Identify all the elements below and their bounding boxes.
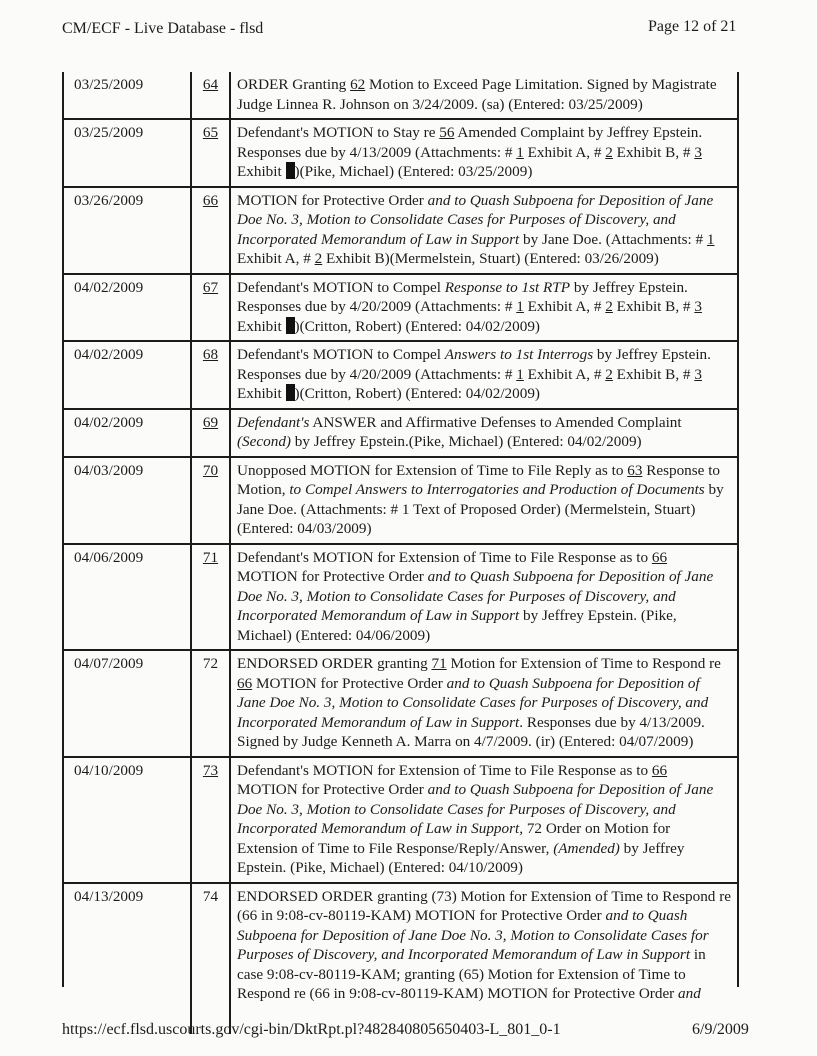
redaction-mark (286, 384, 295, 401)
docket-text: Unopposed MOTION for Extension of Time to File Reply as to 63 Response to Motion, to Compel Answers to Interrogatories and Production of Documents by Jane Doe. (Attachments: # 1 Text of Proposed Order) (Mermelstein, Stuart) (Entered: 04/03/2009) (237, 461, 724, 537)
page-number: Page 12 of 21 (648, 18, 737, 35)
docket-row (64, 342, 737, 410)
document-link[interactable]: 66 (651, 548, 668, 566)
footer-print-date: 6/9/2009 (692, 1021, 749, 1038)
docket-row (64, 120, 737, 188)
docket-date: 03/26/2009 (74, 191, 144, 209)
docket-row (64, 884, 737, 1034)
document-link[interactable]: 1 (516, 298, 524, 315)
docket-row (64, 651, 737, 758)
document-link[interactable]: 71 (431, 655, 447, 672)
document-link[interactable]: 1 (516, 143, 524, 161)
docket-date: 04/13/2009 (74, 887, 144, 905)
docket-text: Defendant's MOTION to Stay re 56 Amended Complaint by Jeffrey Epstein. Responses due by 4/13/2009 (Attachments: # 1 Exhibit A, # 2 Exhibit B, # 3 Exhibit )(Pike, Michael) (Entered: 03/25/2009) (237, 124, 703, 180)
docket-number-link: 74 (190, 884, 231, 1034)
document-link[interactable]: 2 (605, 365, 613, 383)
document-link[interactable]: 3 (694, 365, 702, 383)
docket-text: ORDER Granting 62 Motion to Exceed Page Limitation. Signed by Magistrate Judge Linnea R. Johnson on 3/24/2009. (sa) (Entered: 03/25/2009) (237, 76, 717, 113)
docket-text: ENDORSED ORDER granting 71 Motion for Extension of Time to Respond re 66 MOTION for Protective Order and to Quash Subpoena for Deposition of Jane Doe No. 3, Motion to Consolidate Cases for Purposes of Discovery, and Incorporated Memorandum of Law in Support. Responses due by 4/13/2009. Signed by Judge Kenneth A. Marra on 4/7/2009. (ir) (Entered: 04/07/2009) (237, 655, 721, 750)
docket-text: Defendant's MOTION for Extension of Time to File Response as to 66 MOTION for Protective Order and to Quash Subpoena for Deposition of Jane Doe No. 3, Motion to Consolidate Cases for Purposes of Discovery, and Incorporated Memorandum of Law in Support by Jeffrey Epstein. (Pike, Michael) (Entered: 04/06/2009) (237, 548, 714, 644)
document-link[interactable]: 2 (314, 250, 323, 267)
docket-text: Defendant's MOTION to Compel Answers to 1st Interrogs by Jeffrey Epstein. Responses due by 4/20/2009 (Attachments: # 1 Exhibit A, # 2 Exhibit B, # 3 Exhibit )(Critton, Robert) (Entered: 04/02/2009) (237, 346, 711, 402)
docket-row (64, 458, 737, 545)
document-link[interactable]: 1 (516, 365, 524, 383)
docket-date: 04/02/2009 (74, 278, 144, 296)
docket-number-link: 72 (190, 651, 231, 756)
docket-row (64, 545, 737, 652)
document-link[interactable]: 3 (694, 143, 702, 161)
docket-number-link[interactable]: 67 (190, 275, 231, 341)
document-link[interactable]: 2 (605, 298, 613, 315)
document-link[interactable]: 63 (627, 461, 643, 479)
docket-text: Defendant's ANSWER and Affirmative Defenses to Amended Complaint (Second) by Jeffrey Epstein.(Pike, Michael) (Entered: 04/02/2009) (237, 413, 682, 450)
page-header-title: CM/ECF - Live Database - flsd (62, 20, 264, 37)
docket-number-link[interactable]: 64 (190, 72, 231, 118)
docket-date: 04/02/2009 (74, 346, 144, 363)
docket-number-link[interactable]: 69 (190, 410, 231, 456)
document-link[interactable]: 3 (694, 298, 702, 315)
docket-date: 04/03/2009 (74, 461, 144, 479)
docket-text: Defendant's MOTION for Extension of Time to File Response as to 66 MOTION for Protective Order and to Quash Subpoena for Deposition of Jane Doe No. 3, Motion to Consolidate Cases for Purposes of Discovery, and Incorporated Memorandum of Law in Support, 72 Order on Motion for Extension of Time to File Response/Reply/Answer, (Amended) by Jeffrey Epstein. (Pike, Michael) (Entered: 04/10/2009) (237, 761, 714, 876)
document-link[interactable]: 62 (350, 76, 366, 93)
docket-date: 03/25/2009 (74, 124, 144, 141)
docket-row (64, 188, 737, 275)
docket-number-link[interactable]: 70 (190, 458, 231, 543)
docket-number-link[interactable]: 68 (190, 342, 231, 408)
redaction-mark (286, 162, 295, 179)
document-link[interactable]: 66 (237, 674, 253, 692)
docket-number-link[interactable]: 66 (190, 188, 231, 273)
docket-row (64, 758, 737, 884)
docket-table (62, 72, 739, 1002)
docket-number-link[interactable]: 73 (190, 758, 231, 882)
docket-date: 04/07/2009 (74, 655, 144, 672)
document-link[interactable]: 56 (439, 124, 455, 141)
docket-row (64, 275, 737, 343)
docket-row (64, 72, 737, 120)
docket-date: 04/10/2009 (74, 761, 144, 779)
document-link[interactable]: 66 (651, 761, 668, 779)
docket-date: 03/25/2009 (74, 76, 144, 93)
footer-url[interactable]: https://ecf.flsd.uscourts.gov/cgi-bin/DktRpt.pl?482840805650403-L_801_0-1 (62, 1021, 561, 1038)
document-link[interactable]: 1 (706, 230, 715, 248)
docket-date: 04/02/2009 (74, 413, 144, 431)
document-link[interactable]: 2 (605, 143, 613, 161)
docket-date: 04/06/2009 (74, 548, 144, 566)
redaction-mark (286, 317, 295, 334)
docket-text: MOTION for Protective Order and to Quash Subpoena for Deposition of Jane Doe No. 3, Motion to Consolidate Cases for Purposes of Discovery, and Incorporated Memorandum of Law in Support by Jane Doe. (Attachments: # 1 Exhibit A, # 2 Exhibit B)(Mermelstein, Stuart) (Entered: 03/26/2009) (237, 191, 715, 267)
docket-text: ENDORSED ORDER granting (73) Motion for Extension of Time to Respond re (66 in 9:08-cv-80119-KAM) MOTION for Protective Order and to Quash Subpoena for Deposition of Jane Doe No. 3, Motion to Consolidate Cases for Purposes of Discovery, and Incorporated Memorandum of Law in Support in case 9:08-cv-80119-KAM; granting (65) Motion for Extension of Time to Respond re (66 in 9:08-cv-80119-KAM) MOTION for Protective Order and (237, 887, 731, 1002)
docket-row (64, 410, 737, 458)
docket-number-link[interactable]: 71 (190, 545, 231, 650)
docket-text: Defendant's MOTION to Compel Response to 1st RTP by Jeffrey Epstein. Responses due by 4/20/2009 (Attachments: # 1 Exhibit A, # 2 Exhibit B, # 3 Exhibit )(Critton, Robert) (Entered: 04/02/2009) (237, 278, 702, 335)
docket-number-link[interactable]: 65 (190, 120, 231, 186)
